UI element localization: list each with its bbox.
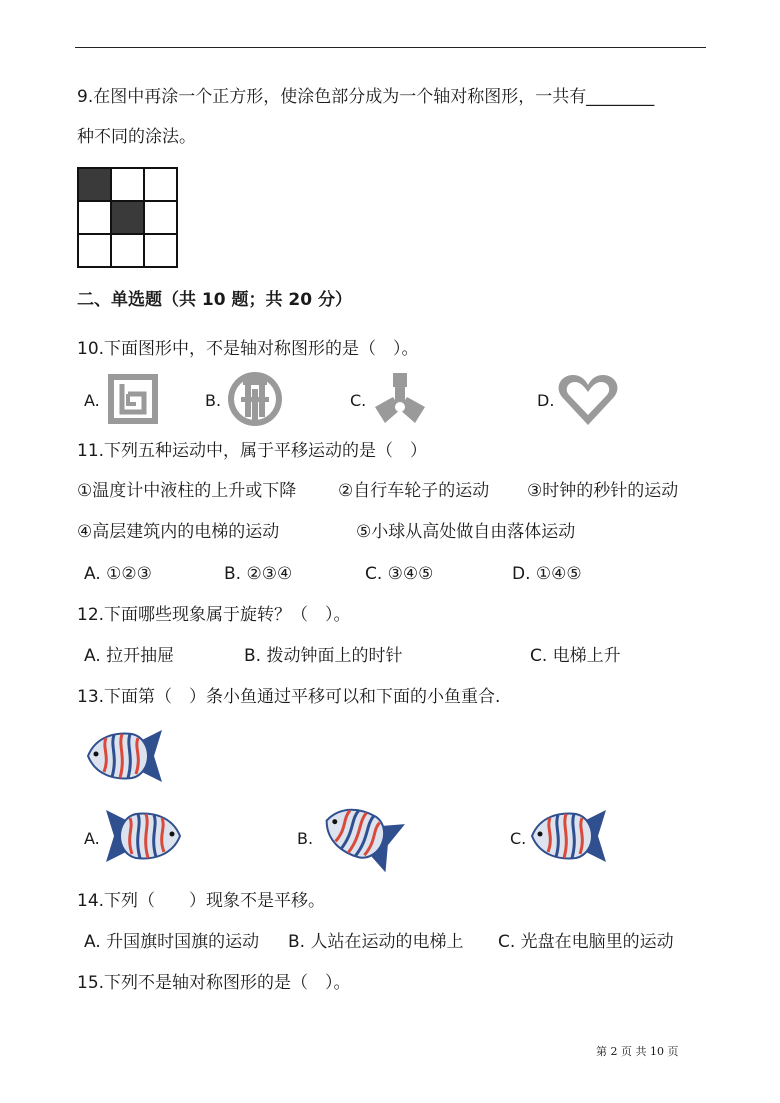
q12-option-a: A. 拉开抽屉 (84, 646, 175, 666)
q10-option-c: C. (350, 391, 367, 410)
q9-line2: 种不同的涂法。 (77, 127, 196, 147)
q10-shape-c-icon (371, 371, 429, 427)
q11-item-5: ⑤小球从高处做自由落体运动 (356, 522, 576, 542)
q10-stem: 10.下面图形中，不是轴对称图形的是（ ）。 (77, 339, 419, 359)
grid-cell (78, 201, 111, 234)
q10-shape-a-icon (106, 372, 160, 426)
grid-cell (144, 168, 177, 201)
q13-option-c: C. (510, 829, 527, 848)
q14-option-b: B. 人站在运动的电梯上 (288, 932, 464, 952)
q11-option-b: B. ②③④ (224, 564, 293, 584)
grid-cell (144, 201, 177, 234)
q10-option-d: D. (537, 391, 555, 410)
q13-stem: 13.下面第（ ）条小鱼通过平移可以和下面的小鱼重合. (77, 687, 501, 707)
grid-cell (111, 168, 144, 201)
q10-option-a: A. (84, 391, 100, 410)
q11-item-3: ③时钟的秒针的运动 (527, 481, 679, 501)
reference-fish-icon (84, 730, 164, 782)
q9-line1: 9.在图中再涂一个正方形，使涂色部分成为一个轴对称图形，一共有________ (77, 87, 655, 107)
q10-option-b: B. (205, 391, 222, 410)
grid-cell-shaded (111, 201, 144, 234)
q11-item-1: ①温度计中液柱的上升或下降 (77, 481, 297, 501)
grid-cell (144, 234, 177, 267)
q12-stem: 12.下面哪些现象属于旋转？（ ）。 (77, 605, 351, 625)
q11-option-c: C. ③④⑤ (365, 564, 434, 584)
grid-cell (111, 234, 144, 267)
section-title: 二、单选题（共 10 题；共 20 分） (77, 290, 352, 310)
q14-option-a: A. 升国旗时国旗的运动 (84, 932, 260, 952)
q14-stem: 14.下列（ ）现象不是平移。 (77, 891, 326, 911)
q13-option-a: A. (84, 829, 100, 848)
header-rule (75, 47, 706, 48)
q13-option-b: B. (297, 829, 314, 848)
q11-item-2: ②自行车轮子的运动 (338, 481, 490, 501)
q11-item-4: ④高层建筑内的电梯的运动 (77, 522, 280, 542)
fish-b-icon (316, 804, 400, 870)
q14-option-c: C. 光盘在电脑里的运动 (498, 932, 674, 952)
q11-option-d: D. ①④⑤ (512, 564, 582, 584)
q12-option-b: B. 拨动钟面上的时针 (244, 646, 403, 666)
grid-cell-shaded (78, 168, 111, 201)
q10-shape-b-icon (225, 369, 285, 429)
q10-heart-icon (557, 373, 619, 427)
q9-grid (77, 167, 178, 268)
grid-cell (78, 234, 111, 267)
q12-option-c: C. 电梯上升 (530, 646, 621, 666)
fish-c-icon (528, 810, 608, 862)
fish-a-icon (104, 810, 184, 862)
page-number: 第 2 页 共 10 页 (596, 1045, 679, 1058)
q11-option-a: A. ①②③ (84, 564, 152, 584)
q11-stem: 11.下列五种运动中，属于平移运动的是（ ） (77, 441, 428, 461)
q15-stem: 15.下列不是轴对称图形的是（ ）。 (77, 973, 351, 993)
